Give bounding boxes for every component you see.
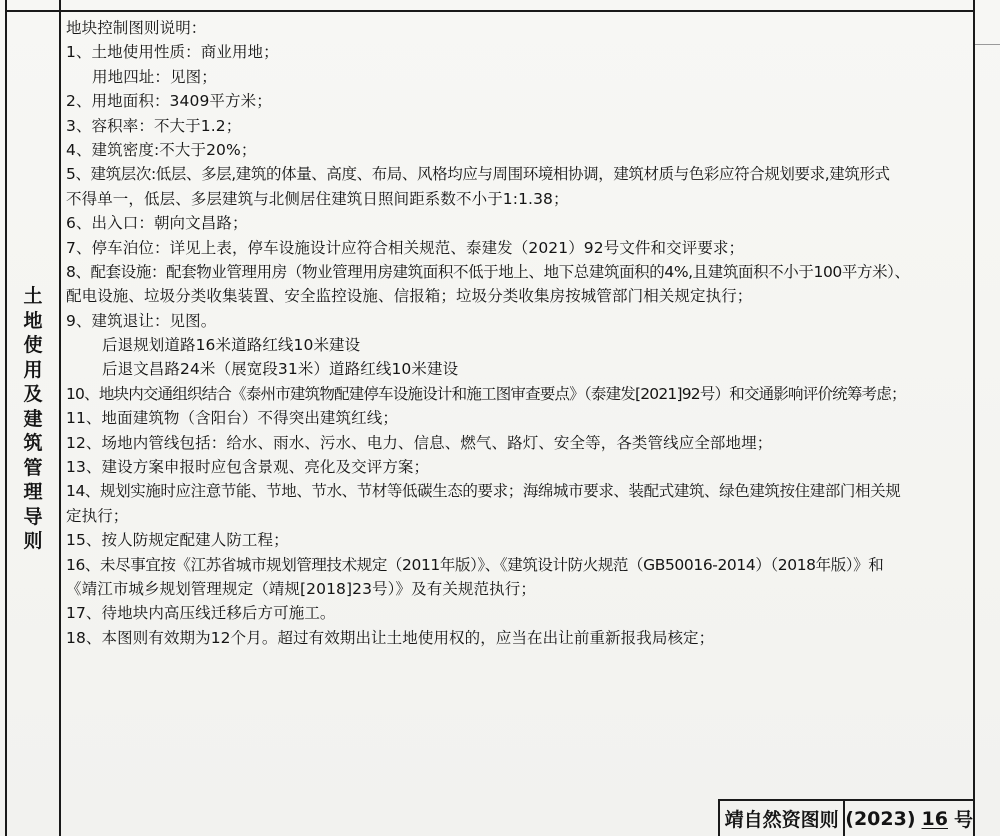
side-title-char: 地	[23, 309, 43, 332]
side-title-char: 及	[23, 383, 43, 405]
note-line: 13、建设方案申报时应包含景观、亮化及交评方案；	[66, 458, 430, 477]
side-title-char: 筑	[23, 432, 43, 454]
note-line: 7、停车泊位：详见上表，停车设施设计应符合相关规范、泰建发（2021）92号文件和交评要求；	[66, 238, 745, 257]
side-title-char: 导	[23, 505, 43, 528]
document-serial: 16	[921, 807, 948, 830]
side-title-char: 使	[23, 334, 43, 356]
note-line: 用地四址：见图；	[92, 67, 217, 86]
note-line: 《靖江市城乡规划管理规定（靖规[2018]23号）》及有关规范执行；	[66, 579, 536, 598]
side-title-char: 理	[23, 481, 43, 503]
frame-right-border	[973, 0, 975, 836]
note-line: 16、未尽事宜按《江苏省城市规划管理技术规定（2011年版）》、《建筑设计防火规范（GB50016-2014）（2018年版）》和	[66, 555, 884, 574]
note-line: 10、地块内交通组织结合《泰州市建筑物配建停车设施设计和施工图审查要点》（泰建发[2021]92号）和交通影响评价统筹考虑；	[66, 384, 906, 403]
document-number-suffix: 号	[953, 809, 973, 831]
note-line: 11、地面建筑物（含阳台）不得突出建筑红线；	[66, 409, 398, 428]
note-line: 后退文昌路24米（展宽段31米）道路红线10米建设	[102, 360, 459, 379]
note-line: 定执行；	[66, 506, 129, 525]
note-line: 15、按人防规定配建人防工程；	[66, 531, 289, 550]
side-title	[7, 284, 59, 554]
side-title-char: 用	[23, 358, 43, 381]
frame-edge-mark	[975, 44, 1000, 45]
document-number-label: 靖自然资图则	[720, 801, 845, 836]
document-number	[845, 801, 973, 836]
note-line: 17、待地块内高压线迁移后方可施工。	[66, 604, 336, 623]
document-year: (2023)	[845, 807, 916, 830]
note-line: 2、用地面积：3409平方米；	[66, 92, 272, 111]
note-line: 4、建筑密度:不大于20%；	[66, 140, 257, 159]
note-line: 不得单一，低层、多层建筑与北侧居住建筑日照间距系数不小于1:1.38；	[66, 189, 569, 208]
note-line: 1、土地使用性质：商业用地；	[66, 43, 279, 62]
side-title-char: 管	[23, 456, 43, 479]
side-title-char: 土	[23, 285, 43, 307]
note-line: 18、本图则有效期为12个月。超过有效期出让土地使用权的，应当在出让前重新报我局核定；	[66, 628, 715, 647]
note-line: 5、建筑层次:低层、多层,建筑的体量、高度、布局、风格均应与周围环境相协调，建筑材质与色彩应符合规划要求,建筑形式	[66, 165, 890, 184]
note-line: 14、规划实施时应注意节能、节地、节水、节材等低碳生态的要求；海绵城市要求、装配式建筑、绿色建筑按住建部门相关规	[66, 482, 901, 501]
note-line: 12、场地内管线包括：给水、雨水、污水、电力、信息、燃气、路灯、安全等，各类管线应全部地埋；	[66, 433, 773, 452]
document-number-box	[718, 799, 973, 836]
side-title-char: 则	[23, 530, 43, 552]
note-line: 8、配套设施：配套物业管理用房（物业管理用房建筑面积不低于地上、地下总建筑面积的4%,且建筑面积不小于100平方米）、	[66, 262, 910, 281]
side-title-char: 建	[23, 407, 43, 430]
regulation-notes	[66, 16, 971, 650]
frame-column-divider	[59, 0, 61, 836]
note-line: 9、建筑退让：见图。	[66, 311, 217, 330]
frame-top-border	[5, 10, 975, 12]
note-line: 6、出入口：朝向文昌路；	[66, 214, 248, 233]
note-line: 配电设施、垃圾分类收集装置、安全监控设施、信报箱；垃圾分类收集房按城管部门相关规定执行；	[66, 287, 753, 306]
note-line: 后退规划道路16米道路红线10米建设	[102, 336, 361, 355]
notes-heading: 地块控制图则说明：	[66, 19, 207, 37]
note-line: 3、容积率：不大于1.2；	[66, 116, 242, 135]
